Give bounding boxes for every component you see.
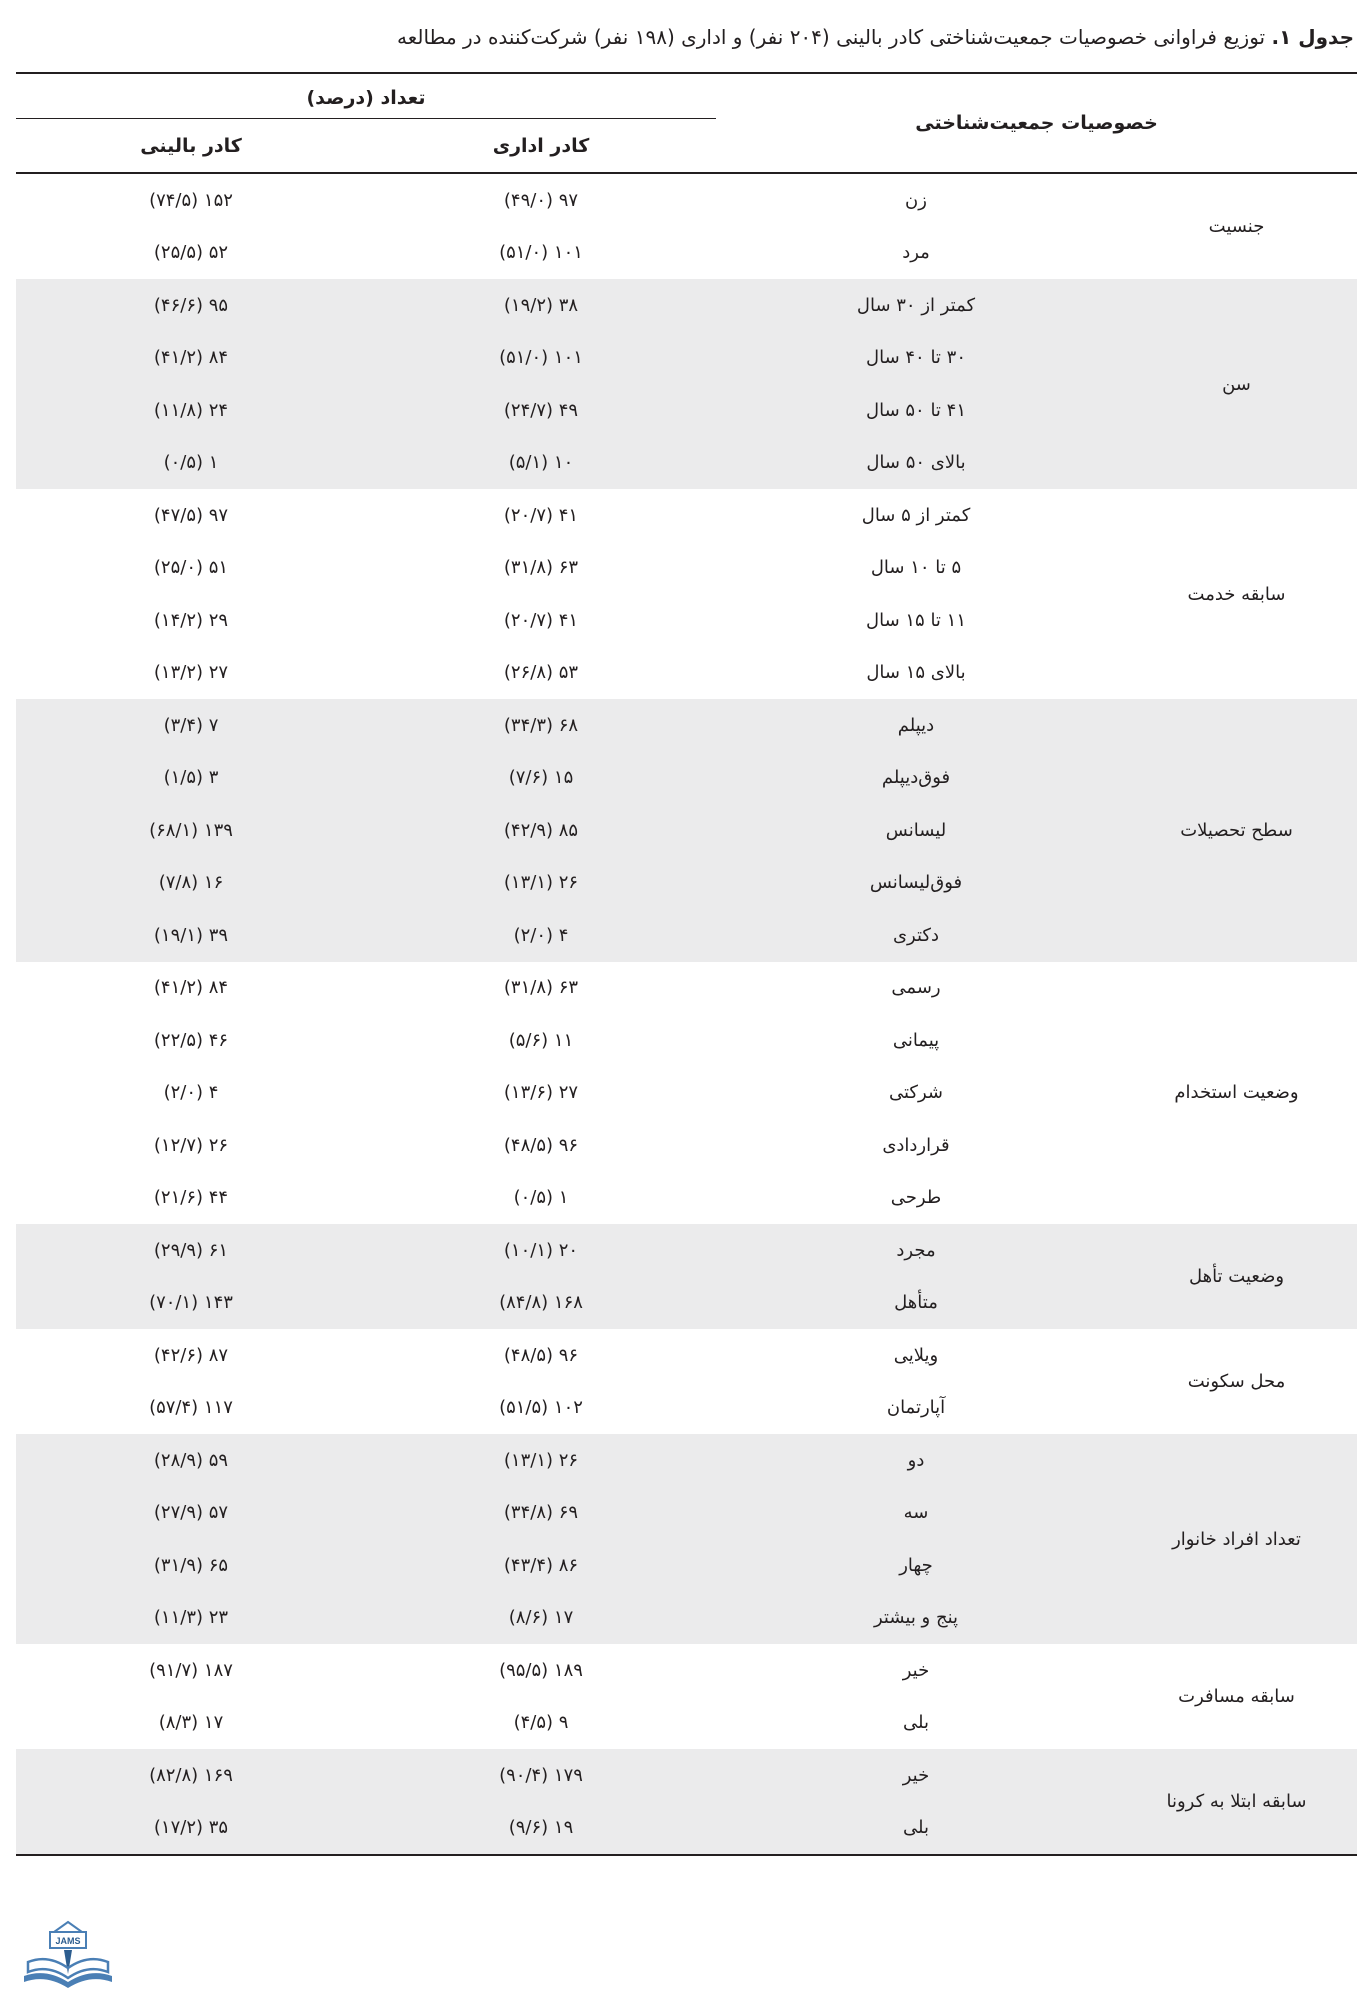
cell-clinical: ۲۴ (۱۱/۸) <box>153 399 229 421</box>
cell-clinical: ۸۴ (۴۱/۲) <box>153 347 229 369</box>
cell-admin: ۹۶ (۴۸/۵) <box>503 1344 579 1366</box>
cell-subcategory: پیمانی <box>892 1029 940 1051</box>
cell-subcategory: پنج و بیشتر <box>873 1607 959 1629</box>
cell-admin: ۹۶ (۴۸/۵) <box>503 1134 579 1156</box>
cell-subcategory: فوق‌لیسانس <box>869 872 963 894</box>
group-label: سابقه مسافرت <box>1178 1686 1295 1707</box>
group-label: وضعیت استخدام <box>1174 1082 1299 1104</box>
cell-admin: ۹ (۴/۵) <box>513 1712 569 1734</box>
cell-subcategory: بلی <box>903 1817 929 1839</box>
row-group <box>16 699 1357 962</box>
cell-admin: ۱۷ (۸/۶) <box>508 1607 574 1629</box>
cell-subcategory: ۴۱ تا ۵۰ سال <box>866 399 966 421</box>
cell-admin: ۱۷۹ (۹۰/۴) <box>499 1764 583 1786</box>
group-label: سابقه ابتلا به کرونا <box>1166 1791 1307 1812</box>
cell-clinical: ۸۷ (۴۲/۶) <box>153 1344 229 1366</box>
cell-subcategory: آپارتمان <box>886 1397 946 1419</box>
cell-admin: ۱۵ (۷/۶) <box>508 767 574 789</box>
cell-clinical: ۴۶ (۲۲/۵) <box>153 1029 229 1051</box>
cell-clinical: ۲۶ (۱۲/۷) <box>153 1134 229 1156</box>
cell-subcategory: دکتری <box>892 924 940 946</box>
cell-clinical: ۹۷ (۴۷/۵) <box>153 504 229 526</box>
header-count-percent: تعداد (درصد) <box>16 78 716 119</box>
cell-admin: ۹۷ (۴۹/۰) <box>503 189 579 211</box>
row-group <box>16 1224 1357 1329</box>
cell-admin: ۱۸۹ (۹۵/۵) <box>499 1659 583 1681</box>
cell-clinical: ۱۸۷ (۹۱/۷) <box>149 1659 233 1681</box>
cell-subcategory: کمتر از ۳۰ سال <box>856 294 976 316</box>
row-group <box>16 1434 1357 1644</box>
cell-clinical: ۸۴ (۴۱/۲) <box>153 977 229 999</box>
cell-subcategory: ۵ تا ۱۰ سال <box>870 557 962 579</box>
cell-subcategory: بالای ۱۵ سال <box>866 662 966 684</box>
cell-clinical: ۵۲ (۲۵/۵) <box>153 242 229 264</box>
cell-clinical: ۵۱ (۲۵/۰) <box>153 557 229 579</box>
cell-clinical: ۱۵۲ (۷۴/۵) <box>149 189 233 211</box>
group-label: محل سکونت <box>1187 1371 1286 1392</box>
header-clinical-staff: کادر بالینی <box>140 135 242 157</box>
cell-clinical: ۶۱ (۲۹/۹) <box>153 1239 229 1261</box>
cell-clinical: ۶۵ (۳۱/۹) <box>153 1554 229 1576</box>
cell-subcategory: فوق‌دیپلم <box>881 767 951 789</box>
caption-text: توزیع فراوانی خصوصیات جمعیت‌شناختی کادر بالینی (۲۰۴ نفر) و اداری (۱۹۸ نفر) شرکت‌کننده در مطالعه <box>396 25 1272 49</box>
row-group <box>16 1644 1357 1749</box>
group-label: سابقه خدمت <box>1187 583 1286 605</box>
cell-subcategory: قراردادی <box>882 1134 950 1156</box>
cell-subcategory: کمتر از ۵ سال <box>861 504 971 526</box>
group-label: جنسیت <box>1208 216 1265 237</box>
cell-clinical: ۳۹ (۱۹/۱) <box>153 924 229 946</box>
logo-text: JAMS <box>55 1936 81 1946</box>
cell-subcategory: مجرد <box>896 1239 936 1261</box>
table-bottom-rule <box>16 1854 1357 1856</box>
cell-admin: ۴۱ (۲۰/۷) <box>503 609 579 631</box>
cell-subcategory: لیسانس <box>885 819 947 841</box>
demographics-table <box>16 72 1357 1856</box>
cell-subcategory: سه <box>903 1502 929 1524</box>
header-admin-staff: کادر اداری <box>492 135 590 157</box>
cell-subcategory: خیر <box>902 1659 930 1681</box>
row-group <box>16 962 1357 1225</box>
group-label: تعداد افراد خانوار <box>1172 1528 1301 1550</box>
cell-subcategory: چهار <box>899 1554 933 1576</box>
cell-subcategory: بلی <box>903 1712 929 1734</box>
cell-admin: ۱۰۲ (۵۱/۵) <box>499 1397 583 1419</box>
cell-admin: ۶۳ (۳۱/۸) <box>503 557 579 579</box>
cell-clinical: ۱۱۷ (۵۷/۴) <box>149 1397 233 1419</box>
cell-admin: ۶۹ (۳۴/۸) <box>503 1502 579 1524</box>
table-caption <box>16 22 1354 52</box>
cell-subcategory: رسمی <box>891 977 941 999</box>
cell-admin: ۴۹ (۲۴/۷) <box>503 399 579 421</box>
cell-admin: ۶۳ (۳۱/۸) <box>503 977 579 999</box>
cell-subcategory: متأهل <box>894 1292 938 1314</box>
cell-clinical: ۵۹ (۲۸/۹) <box>153 1449 229 1471</box>
cell-clinical: ۱۳۹ (۶۸/۱) <box>149 819 233 841</box>
cell-admin: ۶۸ (۳۴/۳) <box>503 714 579 736</box>
cell-clinical: ۷ (۳/۴) <box>163 714 219 736</box>
cell-clinical: ۹۵ (۴۶/۶) <box>153 294 229 316</box>
cell-admin: ۸۶ (۴۳/۴) <box>503 1554 579 1576</box>
jams-journal-logo-icon <box>20 1918 116 1994</box>
cell-admin: ۵۳ (۲۶/۸) <box>503 662 579 684</box>
row-group <box>16 279 1357 489</box>
cell-subcategory: طرحی <box>890 1187 942 1209</box>
cell-subcategory: خیر <box>902 1764 930 1786</box>
cell-admin: ۱۰۱ (۵۱/۰) <box>499 242 583 264</box>
cell-clinical: ۲۹ (۱۴/۲) <box>153 609 229 631</box>
group-label: سن <box>1222 373 1251 395</box>
cell-subcategory: ویلایی <box>893 1344 939 1366</box>
cell-clinical: ۴۴ (۲۱/۶) <box>153 1187 229 1209</box>
cell-subcategory: بالای ۵۰ سال <box>866 452 966 474</box>
cell-clinical: ۲۷ (۱۳/۲) <box>153 662 229 684</box>
cell-clinical: ۳۵ (۱۷/۲) <box>153 1817 229 1839</box>
row-group <box>16 1329 1357 1434</box>
cell-subcategory: مرد <box>902 242 930 264</box>
cell-admin: ۱۰ (۵/۱) <box>508 452 574 474</box>
table-header <box>16 74 1357 174</box>
cell-admin: ۲۶ (۱۳/۱) <box>503 872 579 894</box>
cell-subcategory: زن <box>905 189 927 211</box>
cell-admin: ۱۰۱ (۵۱/۰) <box>499 347 583 369</box>
cell-clinical: ۱۶۹ (۸۲/۸) <box>149 1764 233 1786</box>
cell-clinical: ۱۶ (۷/۸) <box>158 872 224 894</box>
cell-admin: ۱۹ (۹/۶) <box>508 1817 574 1839</box>
cell-subcategory: شرکتی <box>888 1082 944 1104</box>
cell-subcategory: ۱۱ تا ۱۵ سال <box>866 609 966 631</box>
cell-admin: ۴۱ (۲۰/۷) <box>503 504 579 526</box>
cell-admin: ۸۵ (۴۲/۹) <box>503 819 579 841</box>
row-group <box>16 489 1357 699</box>
cell-admin: ۱۶۸ (۸۴/۸) <box>499 1292 583 1314</box>
cell-clinical: ۳ (۱/۵) <box>163 767 219 789</box>
cell-admin: ۳۸ (۱۹/۲) <box>503 294 579 316</box>
cell-admin: ۲۷ (۱۳/۶) <box>503 1082 579 1104</box>
cell-subcategory: دیپلم <box>897 714 935 736</box>
cell-admin: ۲۶ (۱۳/۱) <box>503 1449 579 1471</box>
row-group <box>16 174 1357 279</box>
cell-clinical: ۵۷ (۲۷/۹) <box>153 1502 229 1524</box>
cell-clinical: ۲۳ (۱۱/۳) <box>153 1607 229 1629</box>
cell-subcategory: ۳۰ تا ۴۰ سال <box>866 347 966 369</box>
group-label: وضعیت تأهل <box>1188 1266 1285 1287</box>
header-demographic-characteristics: خصوصیات جمعیت‌شناختی <box>915 112 1158 134</box>
table-body <box>16 174 1357 1854</box>
cell-clinical: ۴ (۲/۰) <box>163 1082 219 1104</box>
group-label: سطح تحصیلات <box>1180 819 1293 841</box>
cell-admin: ۲۰ (۱۰/۱) <box>503 1239 579 1261</box>
cell-admin: ۱ (۰/۵) <box>513 1187 569 1209</box>
cell-clinical: ۱۷ (۸/۳) <box>158 1712 224 1734</box>
cell-clinical: ۱ (۰/۵) <box>163 452 219 474</box>
row-group <box>16 1749 1357 1854</box>
caption-label: جدول ۱. <box>1271 25 1354 49</box>
cell-clinical: ۱۴۳ (۷۰/۱) <box>149 1292 233 1314</box>
cell-subcategory: دو <box>907 1449 925 1471</box>
cell-admin: ۴ (۲/۰) <box>513 924 569 946</box>
cell-admin: ۱۱ (۵/۶) <box>508 1029 574 1051</box>
